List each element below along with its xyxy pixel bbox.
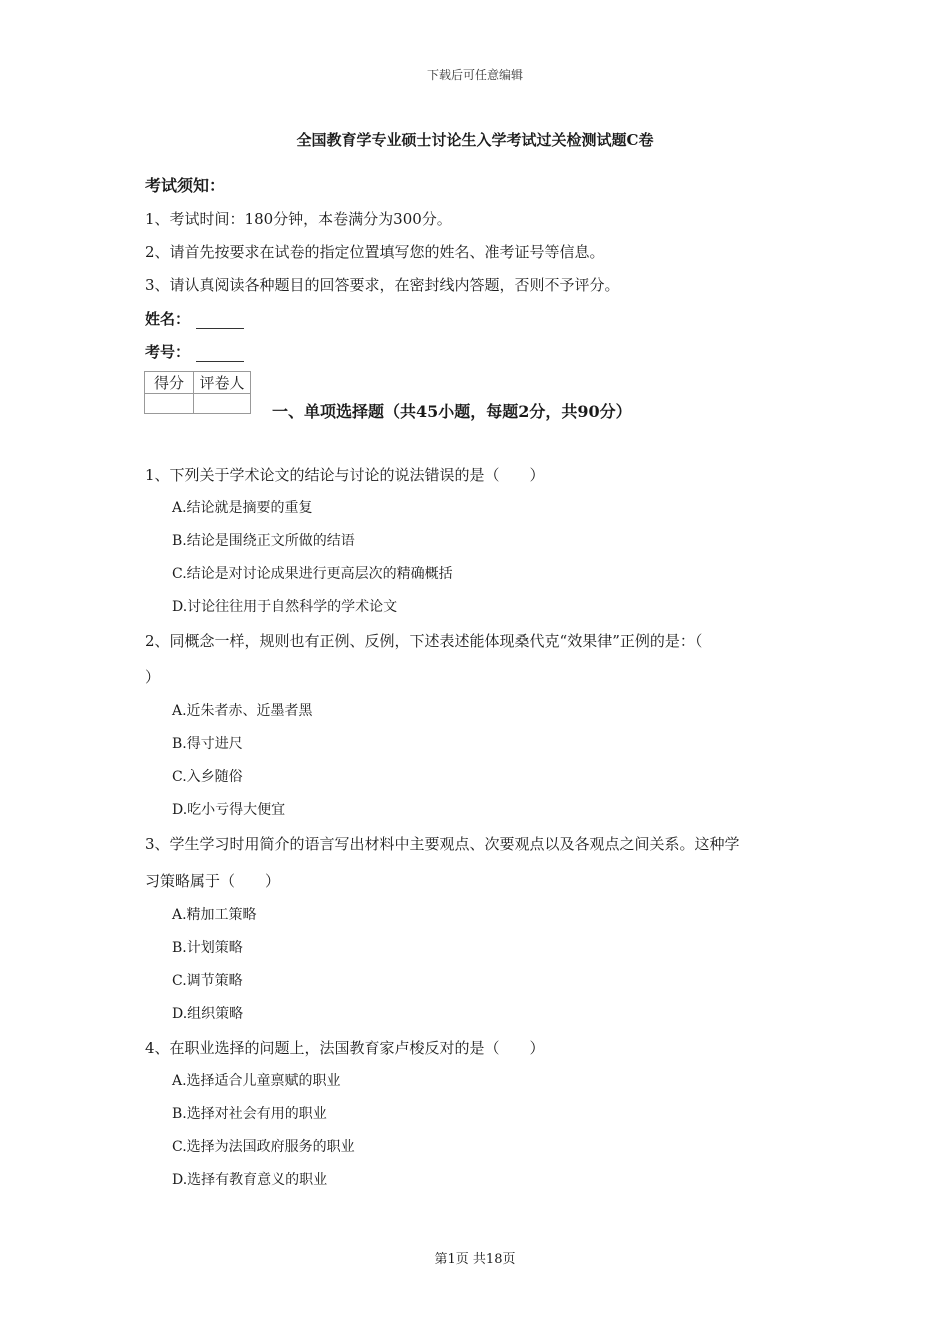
option: B.得寸进尺 — [172, 736, 243, 752]
notice-heading: 考试须知： — [145, 176, 226, 195]
option: D.选择有教育意义的职业 — [172, 1172, 328, 1188]
option: A.结论就是摘要的重复 — [172, 500, 313, 516]
option: C.结论是对讨论成果进行更高层次的精确概括 — [172, 566, 453, 582]
score-cell[interactable] — [145, 394, 194, 414]
option: D.吃小亏得大便宜 — [172, 802, 286, 818]
grader-header: 评卷人 — [194, 372, 251, 394]
notice-item: 3、请认真阅读各种题目的回答要求，在密封线内答题，否则不予评分。 — [145, 276, 620, 294]
name-field — [145, 308, 244, 329]
name-label: 姓名： — [145, 310, 191, 328]
score-table — [144, 371, 251, 414]
score-header: 得分 — [145, 372, 194, 394]
grader-cell[interactable] — [194, 394, 251, 414]
question-stem: 1、下列关于学术论文的结论与讨论的说法错误的是（ ） — [145, 466, 545, 484]
question-stem: 2、同概念一样，规则也有正例、反例，下述表述能体现桑代克“效果律”正例的是：（ — [145, 632, 703, 650]
notice-item: 2、请首先按要求在试卷的指定位置填写您的姓名、准考证号等信息。 — [145, 243, 605, 261]
document-title: 全国教育学专业硕士讨论生入学考试过关检测试题C卷 — [296, 131, 654, 149]
option: B.选择对社会有用的职业 — [172, 1106, 327, 1122]
option: A.近朱者赤、近墨者黑 — [172, 703, 313, 719]
id-field — [145, 341, 244, 362]
option: C.调节策略 — [172, 973, 243, 989]
option: A.选择适合儿童禀赋的职业 — [172, 1073, 341, 1089]
id-label: 考号： — [145, 343, 191, 361]
id-blank[interactable] — [196, 347, 244, 362]
question-stem: 4、在职业选择的问题上，法国教育家卢梭反对的是（ ） — [145, 1039, 545, 1057]
option: D.组织策略 — [172, 1006, 244, 1022]
option: D.讨论往往用于自然科学的学术论文 — [172, 599, 398, 615]
question-stem: 3、学生学习时用简介的语言写出材料中主要观点、次要观点以及各观点之间关系。这种学 — [145, 835, 740, 853]
option: B.结论是围绕正文所做的结语 — [172, 533, 355, 549]
notice-item: 1、考试时间：180分钟，本卷满分为300分。 — [145, 210, 452, 228]
question-stem-continued: 习策略属于（ ） — [145, 872, 281, 890]
question-stem-continued: ） — [145, 668, 161, 686]
option: A.精加工策略 — [172, 907, 257, 923]
option: B.计划策略 — [172, 940, 243, 956]
page-footer: 第1页 共18页 — [434, 1252, 516, 1267]
section-title: 一、单项选择题（共45小题，每题2分，共90分） — [272, 402, 632, 421]
option: C.入乡随俗 — [172, 769, 243, 785]
header-note: 下载后可任意编辑 — [426, 68, 523, 82]
option: C.选择为法国政府服务的职业 — [172, 1139, 355, 1155]
name-blank[interactable] — [196, 314, 244, 329]
